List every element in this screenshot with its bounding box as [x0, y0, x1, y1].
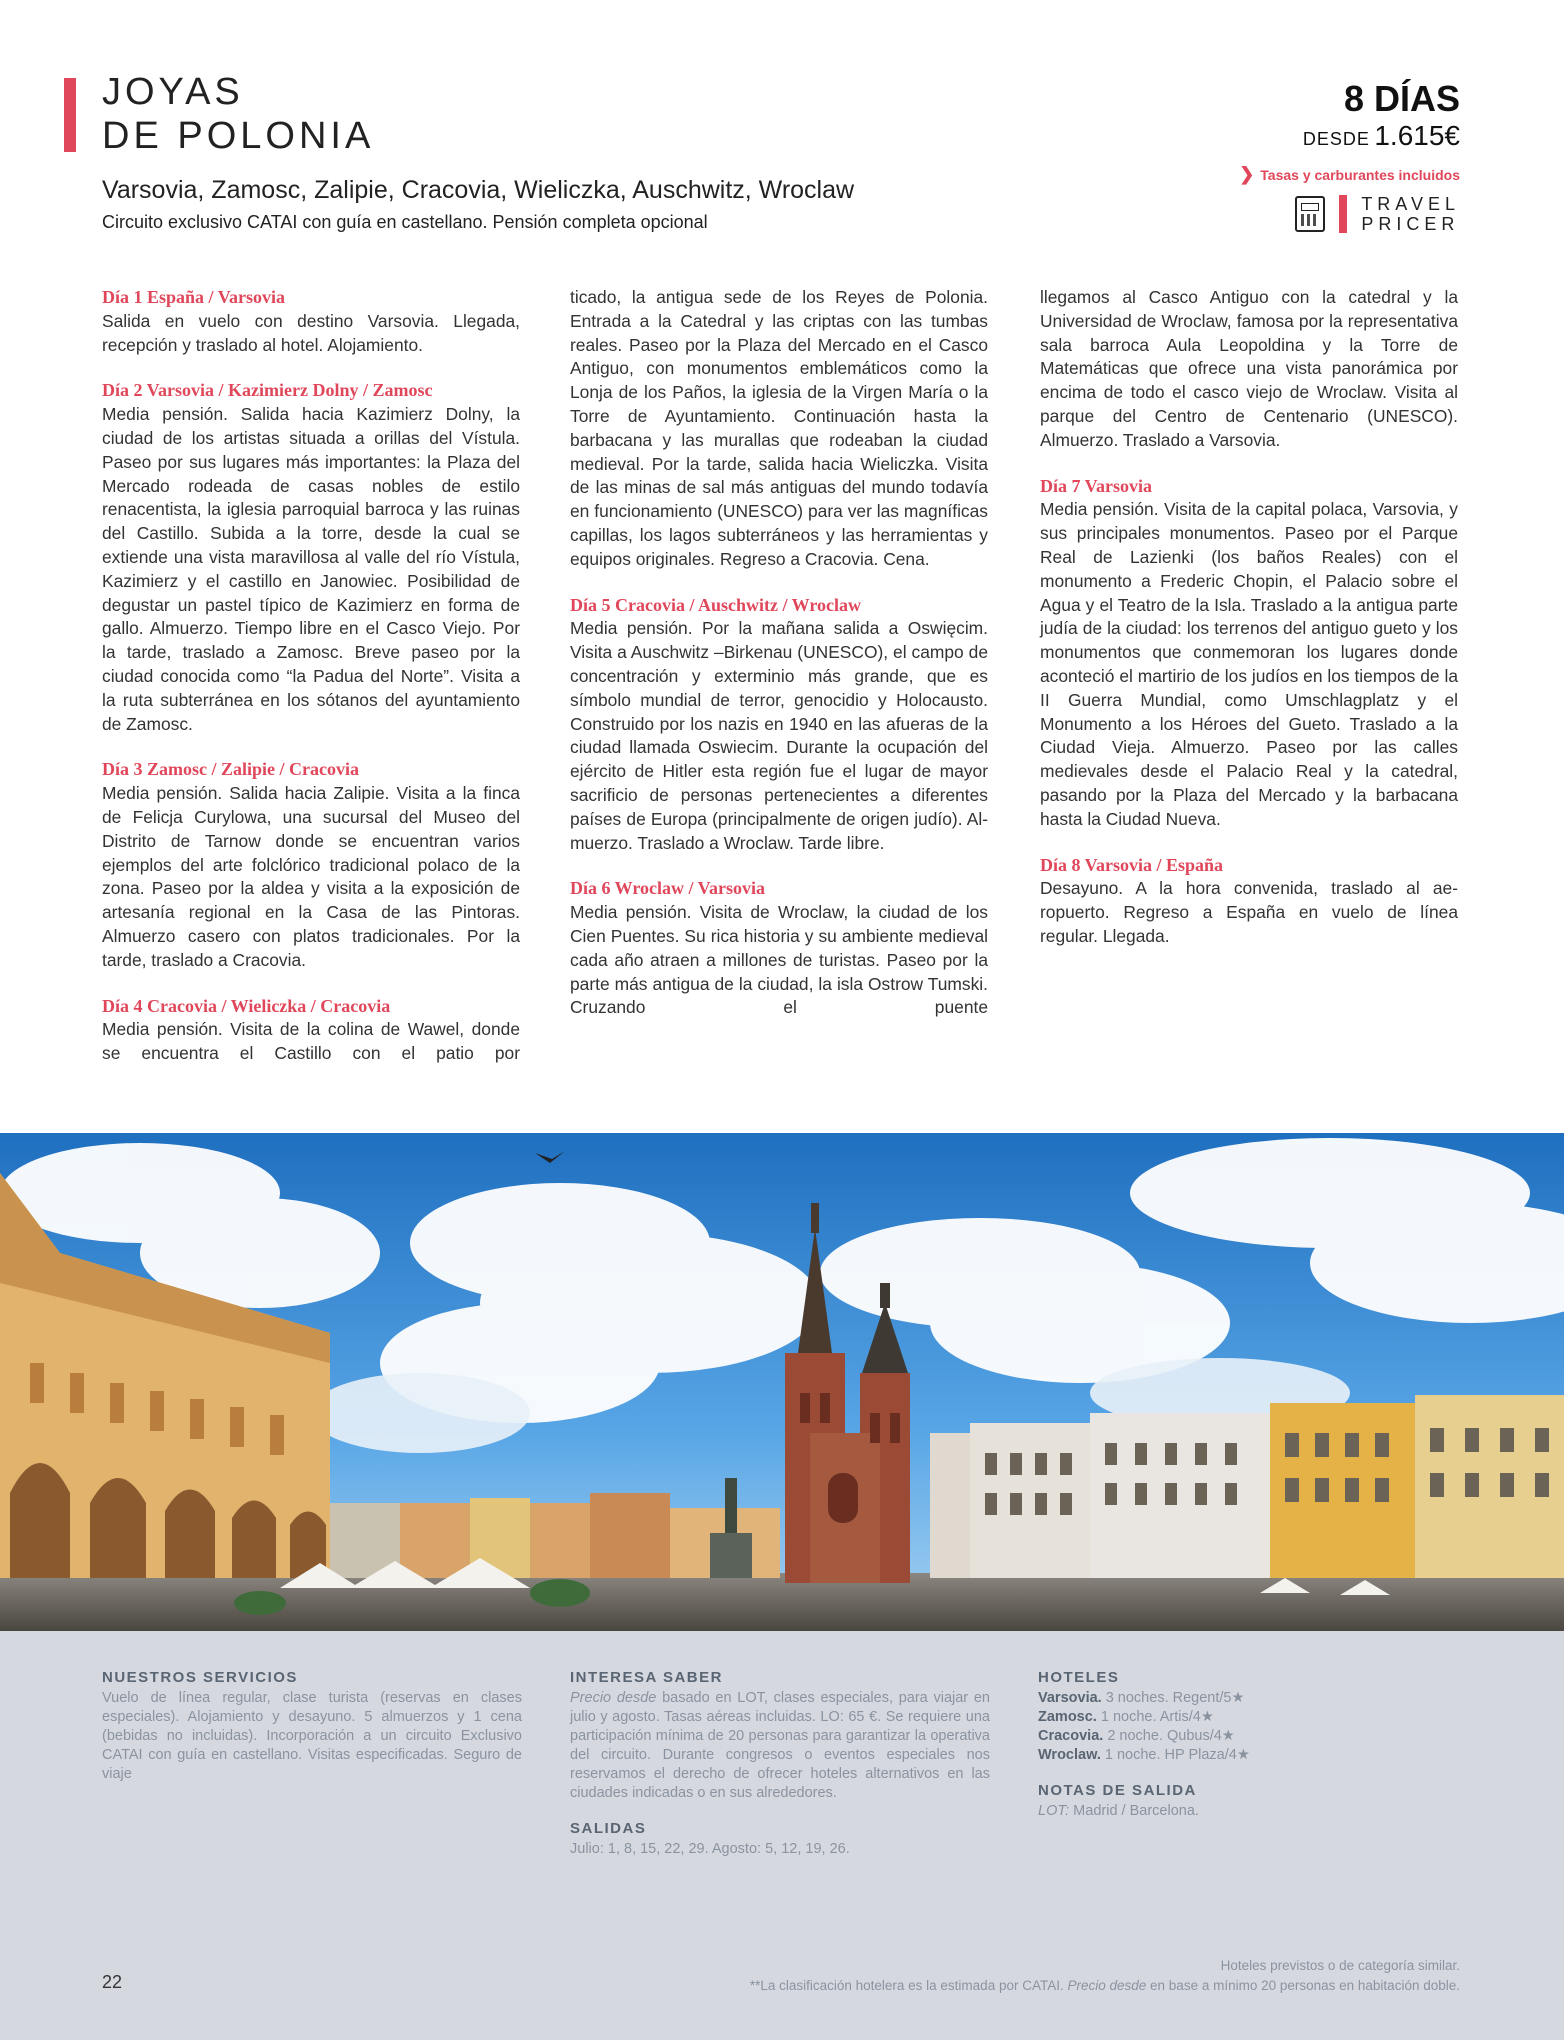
- notas-text: Madrid / Barcelona.: [1069, 1803, 1199, 1819]
- services-heading: NUESTROS SERVICIOS: [102, 1669, 298, 1686]
- chevron-right-icon: ❯: [1239, 164, 1255, 184]
- page-title: [102, 70, 374, 158]
- notas-body: [1038, 1802, 1458, 1821]
- travel-pricer-logo: [1295, 194, 1460, 234]
- day-7-text: Media pensión. Visita de la capital polaca, Varsovia, y sus principales monumentos. Paseo por el Parque Real de Lazienki (los baños Reales) con el monumento a Frederic Chopin, el Palacio sobre el Agua y el Teatro de la Isla. Traslado a la antigua parte judía de la ciudad: los terrenos del antiguo gueto y los monumentos que conmemoran los lugares donde aconteció el martirio de los judíos en los tiempos de la II Guerra Mundial, como Umschlagplatz y el Monumento a los Héroes del Gueto. Traslado a la Ciudad Vieja. Almuerzo. Paseo por las calles medievales desde el Palacio Real y la catedral, pasando por la Plaza del Mercado y la barbacana hasta la Ciudad Nueva.: [1040, 499, 1458, 829]
- notas-emphasis: LOT:: [1038, 1803, 1070, 1819]
- taxes-note: [1239, 164, 1460, 185]
- day-5-text: Media pensión. Por la mañana salida a Oswięcim. Visita a Auschwitz –Birkenau (UNESCO), el campo de concentración y exterminio más grande, que es símbolo mundial de terror, genocidio y Holocausto. Construido por los nazis en 1940 en las afueras de la ciudad llamada Oswiecim. Durante la ocupación del ejército de Hitler esta región fue el lugar de mayor sacrificio de personas pertenecientes a diferentes países de Europa (principalmente de origen judío). Almuerzo. Traslado a Wroclaw. Tarde libre.: [570, 618, 988, 853]
- hotel-row: Cracovia. 2 noche. Qubus/4★: [1038, 1728, 1235, 1744]
- itinerary-column-2: [570, 286, 988, 1020]
- calculator-icon: [1295, 196, 1325, 232]
- salidas-heading: SALIDAS: [570, 1820, 647, 1837]
- day-8-text: Desayuno. A la hora convenida, traslado al aeropuerto. Regreso a España en vuelo de línea regular. Llegada.: [1040, 878, 1458, 946]
- title-line-2: DE POLONIA: [102, 115, 375, 157]
- krakow-square-photo: [0, 1133, 1564, 1631]
- title-accent-bar: [64, 78, 76, 152]
- day-6-text: Media pensión. Visita de Wroclaw, la ciudad de los Cien Puentes. Su rica historia y su ambiente medieval cada año atraen a millones de turistas. Paseo por la parte más antigua de la ciudad, la isla Ostrow Tumski. Cruzando el puente: [570, 902, 988, 1018]
- taxes-note-text: Tasas y carburantes incluidos: [1260, 167, 1460, 183]
- day-4-text-cont: ticado, la antigua sede de los Reyes de Polonia. Entrada a la Catedral y las criptas con las tumbas reales. Paseo por la Plaza del Mercado en el Casco Antiguo, con monumentos emblemáticos como la Lonja de los Paños, la iglesia de la Virgen María o la Torre de Ayuntamiento. Continuación hasta la barbacana y las murallas que rodeaban la ciudad medieval. Por la tarde, salida hacia Wieliczka. Visita de las minas de sal más antiguas del mundo todavía en funcionamiento (UNESCO) para ver las magníficas capillas, los lagos subterráneos y las herramientas y equipos originales. Regreso a Cracovia. Cena.: [570, 287, 988, 569]
- day-6-title: Día 6 Wroclaw / Varsovia: [570, 878, 766, 899]
- travel-pricer-word-1: TRAVEL: [1361, 194, 1460, 214]
- itinerary-column-3: [1040, 286, 1458, 949]
- interesa-text: basado en LOT, clases especiales, para viajar en julio y agosto. Tasas aéreas incluidas. LO: 65 €. Se requiere una participación mínima de 20 personas para garantizar la operativa del circuito. Durante congresos o eventos especiales nos reservamos el derecho de ofrecer hoteles alternativos en las ciudades indicadas o en sus alrededores.: [570, 1690, 990, 1801]
- day-4-title: Día 4 Cracovia / Wieliczka / Cracovia: [102, 995, 391, 1016]
- services-text: Vuelo de línea regular, clase turista (reservas en clases especiales). Alojamiento y desayuno. 5 almuerzos y 1 cena (bebidas no incluidas). Incorporación a un circuito Exclusivo CATAI con guía en castellano. Visitas especificadas. Seguro de viaje: [102, 1690, 522, 1782]
- hotels-heading: HOTELES: [1038, 1669, 1120, 1686]
- interesa-section: [570, 1668, 990, 1859]
- day-6-text-cont: llegamos al Casco Antiguo con la catedral y la Universidad de Wroclaw, famosa por la representativa sala barroca Aula Leopoldina y la Torre de Matemáticas que ofrece una vista panorámica por encima de todo el casco viejo de Wroclaw. Visita al parque del Centro de Centenario (UNESCO). Almuerzo. Traslado a Varsovia.: [1040, 287, 1458, 450]
- interesa-body: [570, 1689, 990, 1803]
- itinerary-column-1: [102, 286, 520, 1066]
- travel-pricer-word-2: PRICER: [1361, 214, 1460, 234]
- day-7-title: Día 7 Varsovia: [1040, 475, 1153, 496]
- interesa-emphasis: Precio desde: [570, 1690, 657, 1706]
- hotel-row: Zamosc. 1 noche. Artis/4★: [1038, 1709, 1214, 1725]
- day-2-text: Media pensión. Salida hacia Kazimierz Dolny, la ciudad de los artistas situada a orillas del Vístula. Paseo por sus lugares más importantes: la Plaza del Mercado rodeada de casas nobles de estilo renacentista, la iglesia parroquial barroca y las ruinas del Castillo. Subida a la torre, desde la cual se extiende una vista maravillosa al valle del río Vístula, Kazimierz y el castillo en Janowiec. Posibilidad de degustar un pastel típico de Kazimierz en forma de gallo. Almuerzo. Tiempo libre en el Casco Viejo. Por la tarde, traslado a Zamosc. Breve paseo por la ciudad conocida como “la Padua del Norte”. Visita a la ruta subterránea en los sótanos del ayuntamiento de Zamosc.: [102, 404, 520, 734]
- day-1-title: Día 1 España / Varsovia: [102, 287, 286, 307]
- tour-tagline: Circuito exclusivo CATAI con guía en castellano. Pensión completa opcional: [102, 212, 708, 232]
- travel-pricer-bar: [1339, 195, 1347, 233]
- notas-heading: NOTAS DE SALIDA: [1038, 1782, 1197, 1799]
- price-amount: 1.615€: [1374, 120, 1460, 151]
- salidas-text: Julio: 1, 8, 15, 22, 29. Agosto: 5, 12, 19, 26.: [570, 1841, 850, 1857]
- duration-label: 8 DÍAS: [1343, 78, 1460, 119]
- hotel-row: Varsovia. 3 noches. Regent/5★: [1038, 1690, 1245, 1706]
- title-line-1: JOYAS: [102, 71, 244, 113]
- day-3-text: Media pensión. Salida hacia Zalipie. Visita a la finca de Felicja Curylowa, una sucursal del Museo del Distrito de Tarnow donde se encuentran varios ejemplos del arte folclórico tradicional polaco de la zona. Paseo por la aldea y visita a la exposición de artesanía regional en la Casa de las Pintoras. Almuerzo casero con platos tradicionales. Por la tarde, traslado a Cracovia.: [102, 783, 520, 970]
- day-2-title: Día 2 Varsovia / Kazimierz Dolny / Zamosc: [102, 380, 433, 401]
- day-5-title: Día 5 Cracovia / Auschwitz / Wroclaw: [570, 594, 861, 615]
- price-block: [1303, 120, 1460, 152]
- interesa-heading: INTERESA SABER: [570, 1669, 723, 1686]
- page-number: 22: [102, 1972, 123, 1992]
- footer-note-2: **La clasificación hotelera es la estimada por CATAI. Precio desde en base a mínimo 20 personas en habitación doble.: [749, 1978, 1460, 1993]
- hotels-section: [1038, 1668, 1458, 1821]
- services-section: [102, 1668, 522, 1784]
- route-subtitle: Varsovia, Zamosc, Zalipie, Cracovia, Wieliczka, Auschwitz, Wroclaw: [102, 176, 855, 204]
- day-8-title: Día 8 Varsovia / España: [1040, 854, 1224, 875]
- footer-note-1: Hoteles previstos o de categoría similar.: [1220, 1958, 1460, 1973]
- day-4-text: Media pensión. Visita de la colina de Wawel, donde se encuentra el Castillo con el patio por: [102, 1019, 520, 1064]
- hotel-row: Wroclaw. 1 noche. HP Plaza/4★: [1038, 1747, 1250, 1763]
- day-1-text: Salida en vuelo con destino Varsovia. Llegada, recepción y traslado al hotel. Alojamiento.: [102, 310, 520, 355]
- price-prefix: DESDE: [1302, 129, 1370, 149]
- day-3-title: Día 3 Zamosc / Zalipie / Cracovia: [102, 759, 359, 780]
